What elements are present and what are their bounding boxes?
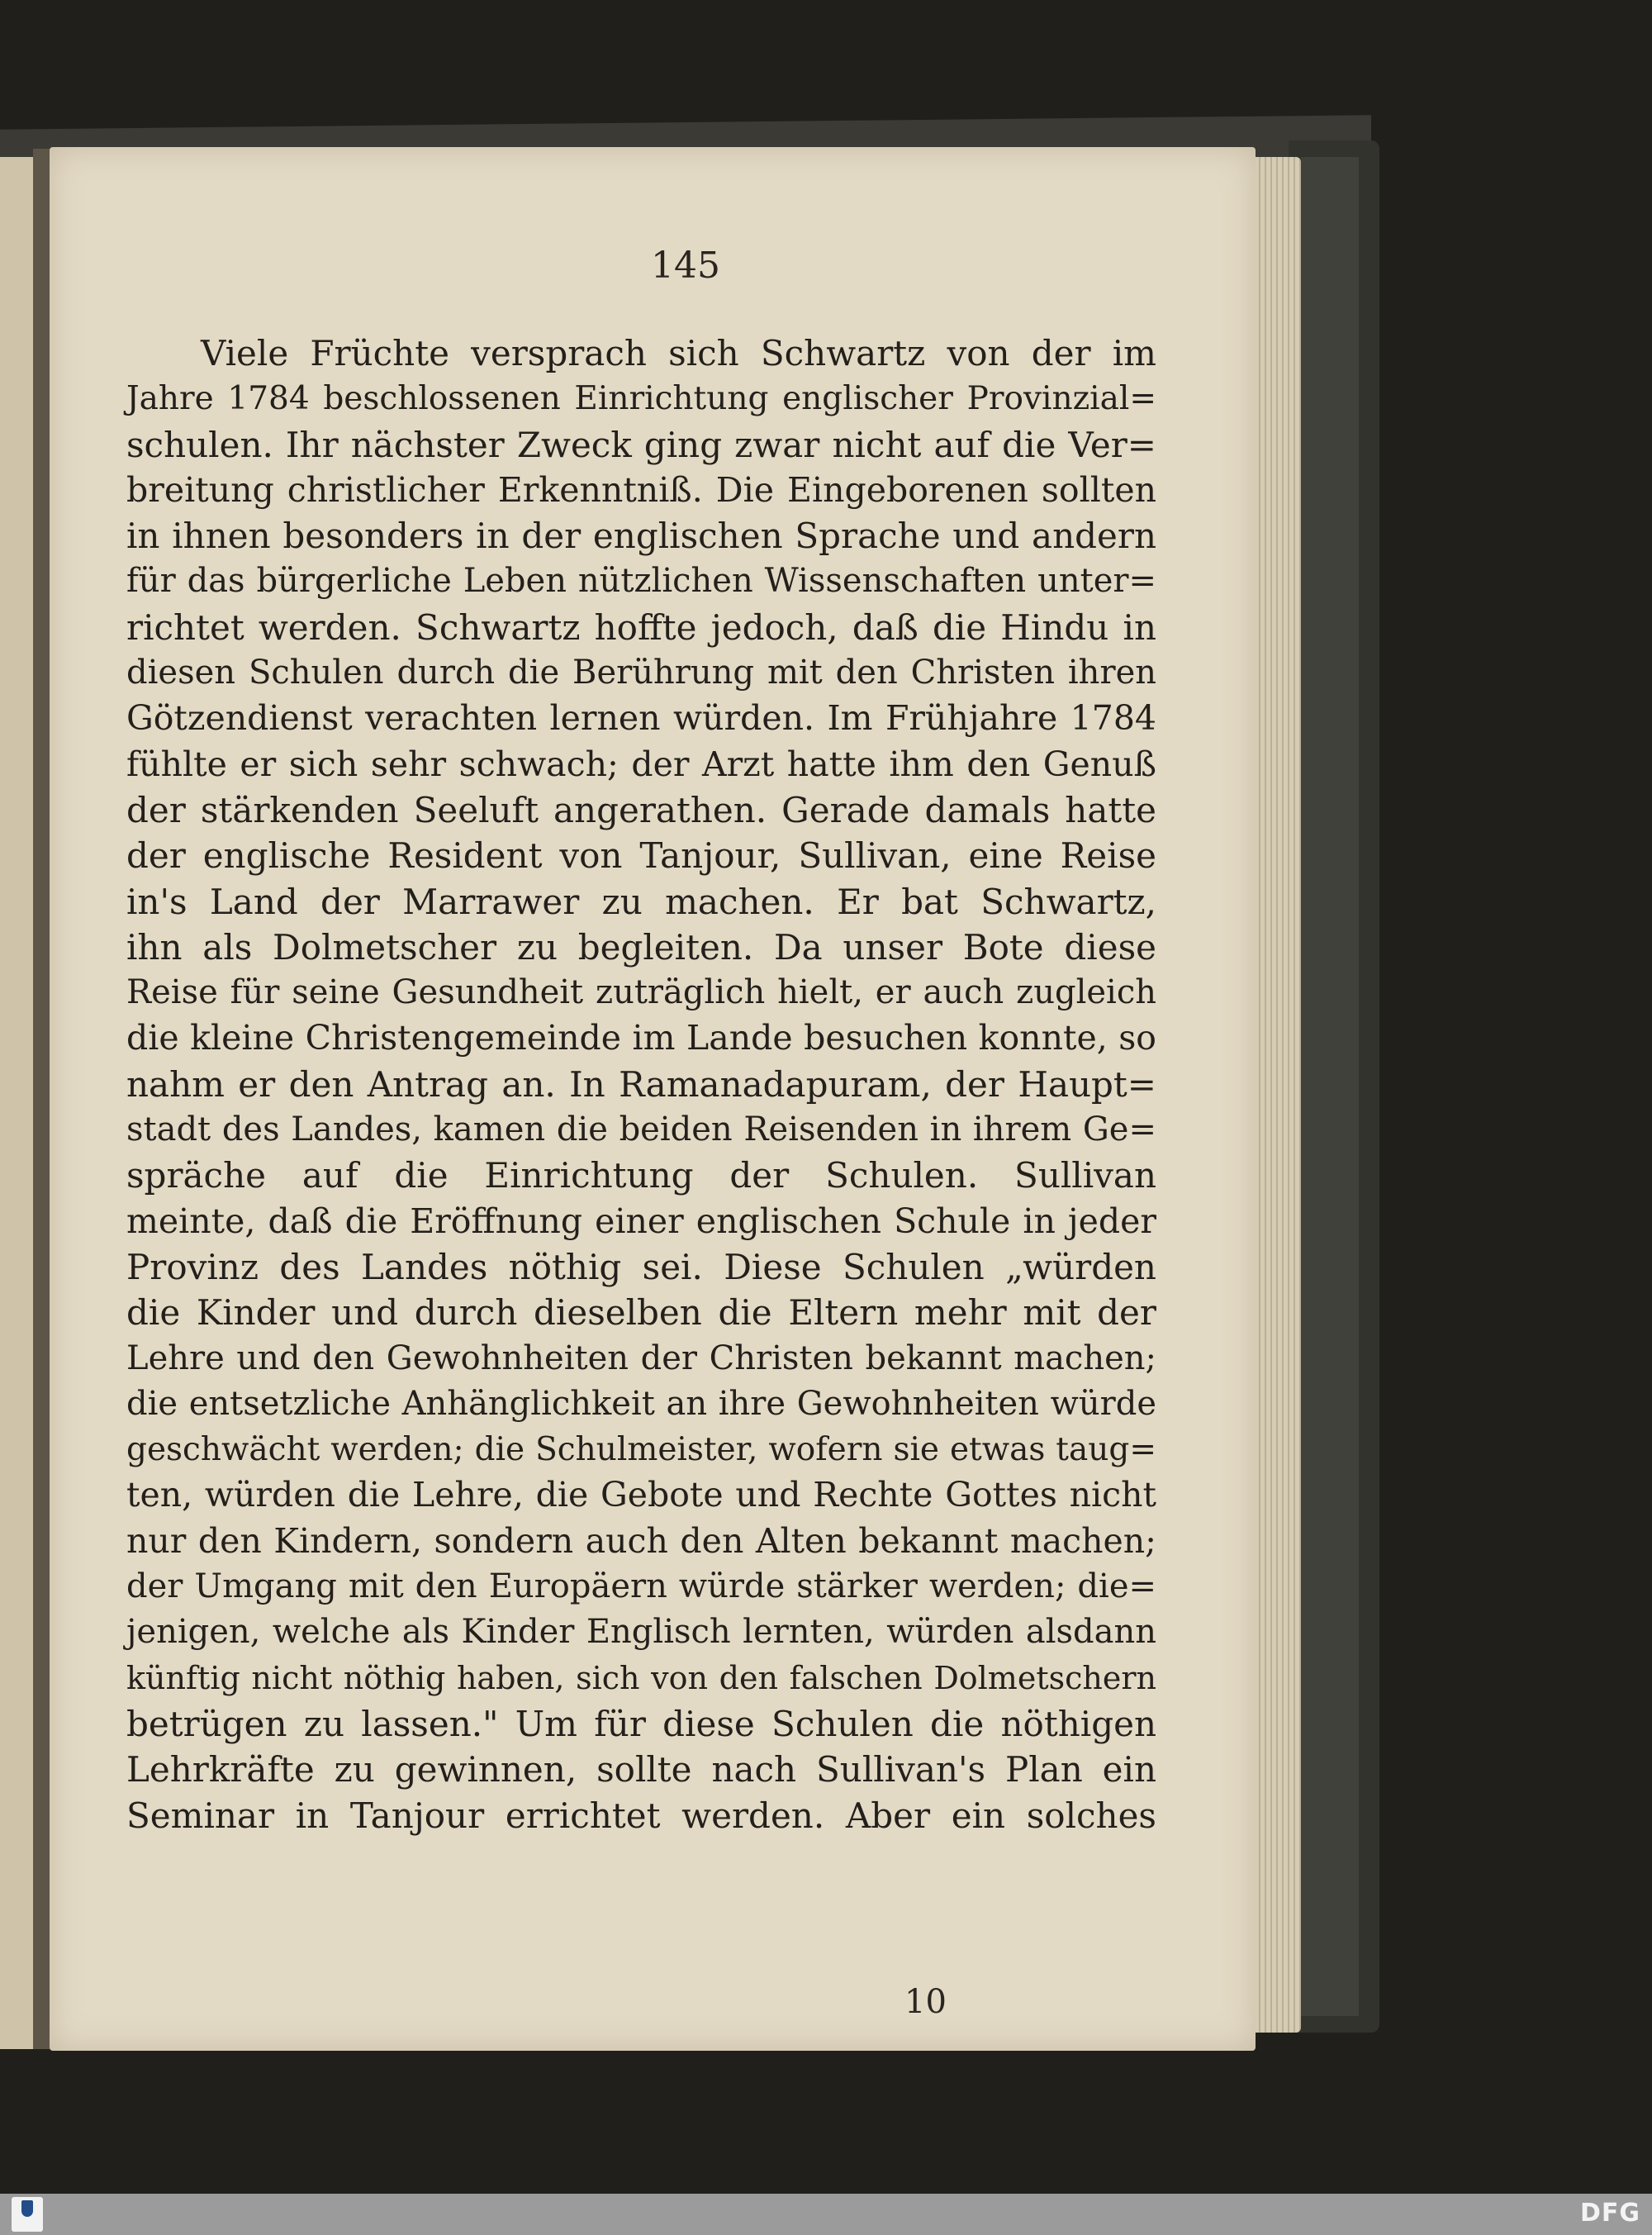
dfg-logo[interactable]: DFG xyxy=(1579,2199,1640,2228)
text-line: stadt des Landes, kamen die beiden Reisenden in ihrem Ge= xyxy=(126,1110,1156,1149)
text-line: für das bürgerliche Leben nützlichen Wissenschaften unter= xyxy=(126,562,1156,601)
text-line: in's Land der Marrawer zu machen. Er bat Schwartz, xyxy=(126,881,1156,922)
page-number xyxy=(50,245,1256,287)
text-line: künftig nicht nöthig haben, sich von den falschen Dolmetschern xyxy=(126,1659,1156,1696)
text-line: richtet werden. Schwartz hoffte jedoch, daß die Hindu in xyxy=(126,606,1156,648)
text-line: nahm er den Antrag an. In Ramanadapuram, der Haupt= xyxy=(126,1063,1156,1105)
text-line: Götzendienst verachten lernen würden. Im Frühjahre 1784 xyxy=(126,698,1156,739)
text-line: breitung christlicher Erkenntniß. Die Eingeborenen sollten xyxy=(126,469,1156,510)
text-line: die kleine Christengemeinde im Lande besuchen konnte, so xyxy=(126,1018,1156,1058)
text-line: ten, würden die Lehre, die Gebote und Rechte Gottes nicht xyxy=(126,1475,1156,1515)
text-line: Lehre und den Gewohnheiten der Christen bekannt machen; xyxy=(126,1339,1156,1377)
text-line: betrügen zu lassen." Um für diese Schulen die nöthigen xyxy=(126,1703,1156,1744)
text-line: Reise für seine Gesundheit zuträglich hielt, er auch zugleich xyxy=(126,973,1156,1012)
viewer-footer-bar xyxy=(0,2194,1652,2235)
body-text xyxy=(126,330,1156,1838)
text-line: Seminar in Tanjour errichtet werden. Aber ein solches xyxy=(126,1795,1156,1836)
library-logo-icon[interactable] xyxy=(12,2197,43,2232)
text-line: die Kinder und durch dieselben die Eltern mehr mit der xyxy=(126,1292,1156,1334)
text-line: spräche auf die Einrichtung der Schulen. Sullivan xyxy=(126,1155,1156,1196)
text-line: Provinz des Landes nöthig sei. Diese Schulen „würden xyxy=(126,1246,1156,1287)
text-line: Viele Früchte versprach sich Schwartz von der im xyxy=(201,333,1156,373)
text-line: der englische Resident von Tanjour, Sullivan, eine Reise xyxy=(126,835,1156,877)
text-line: der stärkenden Seeluft angerathen. Gerade damals hatte xyxy=(126,789,1156,830)
text-line: ihn als Dolmetscher zu begleiten. Da unser Bote diese xyxy=(126,926,1156,968)
crest-icon xyxy=(21,2200,33,2217)
text-line: diesen Schulen durch die Berührung mit den Christen ihren xyxy=(126,654,1156,692)
text-line: nur den Kindern, sondern auch den Alten bekannt machen; xyxy=(126,1520,1156,1561)
text-line: schulen. Ihr nächster Zweck ging zwar nicht auf die Ver= xyxy=(126,424,1156,465)
page-number-text: 145 xyxy=(651,245,720,287)
text-line: die entsetzliche Anhänglichkeit an ihre Gewohnheiten würde xyxy=(126,1384,1156,1423)
signature-mark: 10 xyxy=(904,1983,947,2021)
text-line: meinte, daß die Eröffnung einer englischen Schule in jeder xyxy=(126,1201,1156,1241)
book-page xyxy=(50,147,1256,2051)
text-line: in ihnen besonders in der englischen Sprache und andern xyxy=(126,516,1156,557)
text-line: Lehrkräfte zu gewinnen, sollte nach Sullivan's Plan ein xyxy=(126,1749,1156,1790)
text-line: geschwächt werden; die Schulmeister, wofern sie etwas taug= xyxy=(126,1431,1156,1469)
text-line: der Umgang mit den Europäern würde stärker werden; die= xyxy=(126,1567,1156,1606)
text-line: Jahre 1784 beschlossenen Einrichtung englischer Provinzial= xyxy=(126,380,1156,418)
text-line: fühlte er sich sehr schwach; der Arzt hatte ihm den Genuß xyxy=(126,744,1156,784)
text-line: jenigen, welche als Kinder Englisch lernten, würden alsdann xyxy=(126,1613,1156,1652)
book-cover-right-inner xyxy=(1301,157,1359,2016)
